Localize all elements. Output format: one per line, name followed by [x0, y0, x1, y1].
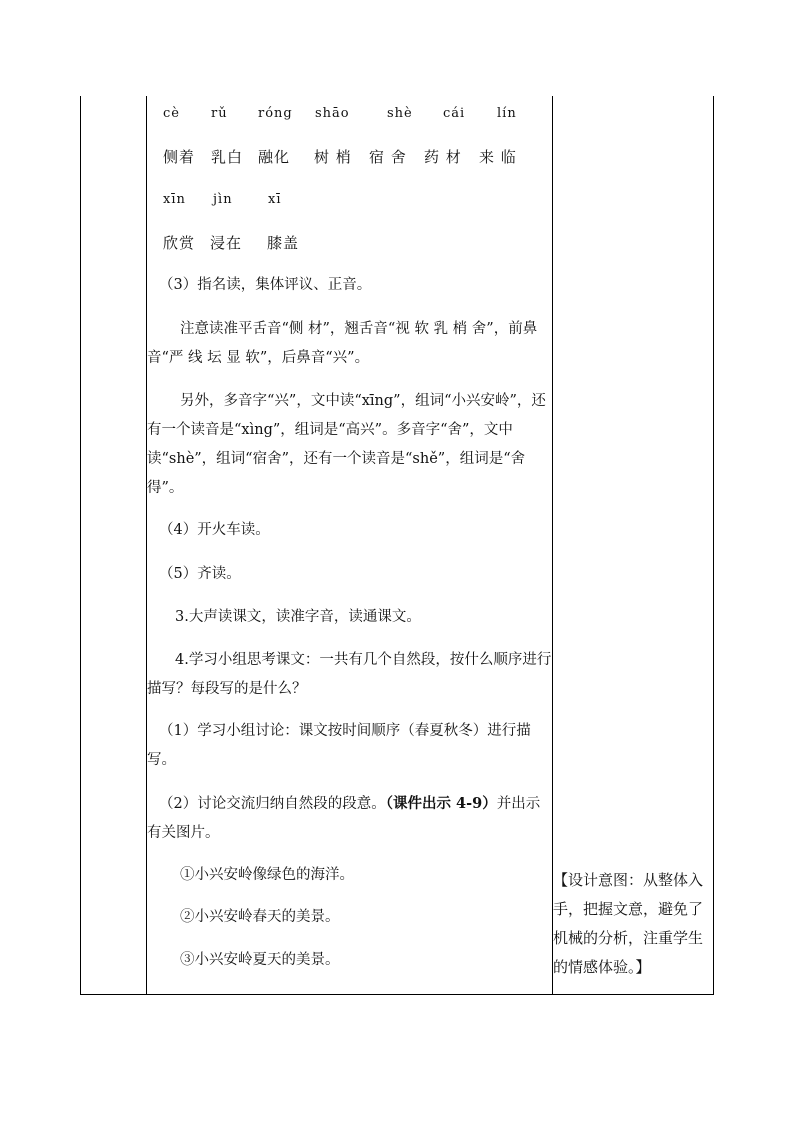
courseware-label: （课件出示 4-9）: [385, 795, 497, 812]
pinyin-row-2: [147, 192, 552, 214]
words-row-2: [147, 232, 552, 254]
word: 宿 舍: [369, 148, 407, 166]
word: 侧着: [163, 148, 196, 166]
word: 欣赏: [163, 234, 196, 252]
pinyin-row-1: [147, 106, 552, 128]
pinyin: cái: [443, 106, 466, 121]
pinyin: lín: [497, 106, 517, 121]
pinyin: xī: [268, 192, 282, 207]
pinyin: shè: [387, 106, 413, 121]
pinyin: shāo: [315, 106, 350, 121]
table-border-left: [80, 96, 81, 995]
step-4-paragraph: （4）开火车读。: [159, 522, 270, 538]
pinyin: cè: [163, 106, 180, 121]
step-3-paragraph: （3）指名读，集体评议、正音。: [159, 277, 372, 293]
pinyin: jìn: [213, 192, 233, 207]
polyphone-note: 另外，多音字“兴”，文中读“xīng”，组词“小兴安岭”，还有一个读音是“xìng”，组词是“高兴”。多音字“舍”，文中读“shè”，组词“宿舍”，还有一个读音是“shě”，组词是“舍得”。: [147, 393, 546, 496]
word: 来 临: [479, 148, 517, 166]
summary-text-end: 并出示有关图片。: [147, 796, 541, 841]
table-border-right: [713, 96, 714, 995]
word: 膝盖: [267, 234, 300, 252]
summary-paragraph: [147, 789, 552, 848]
word: 浸在: [210, 234, 243, 252]
word: 树 梢: [314, 148, 352, 166]
paragraph-meaning-1: ①小兴安岭像绿色的海洋。: [180, 867, 354, 883]
paragraph-meaning-3: ③小兴安岭夏天的美景。: [180, 952, 340, 968]
item-3-paragraph: 3.大声读课文，读准字音，读通课文。: [175, 609, 421, 625]
pinyin: rǔ: [211, 106, 228, 121]
design-intent-cell: 【设计意图：从整体入手，把握文意，避免了机械的分析，注重学生的情感体验。】: [553, 871, 704, 976]
table-border-col2: [552, 96, 553, 995]
item-4-paragraph: 4.学习小组思考课文：一共有几个自然段，按什么顺序进行描写？每段写的是什么？: [147, 652, 552, 697]
paragraph-meaning-2: ②小兴安岭春天的美景。: [180, 909, 340, 925]
pinyin: róng: [258, 106, 293, 121]
summary-text: （2）讨论交流归纳自然段的段意。: [159, 796, 386, 812]
words-row-1: [147, 146, 552, 168]
word: 融化: [258, 148, 291, 166]
word: 药 材: [424, 148, 462, 166]
step-5-paragraph: （5）齐读。: [159, 566, 241, 582]
word: 乳白: [211, 148, 244, 166]
discussion-paragraph: （1）学习小组讨论：课文按时间顺序（春夏秋冬）进行描写。: [147, 723, 531, 768]
pronunciation-note: 注意读准平舌音“侧 材”，翘舌音“视 软 乳 梢 舍”，前鼻音“严 线 坛 显 软”，后鼻音“兴”。: [147, 321, 538, 366]
table-border-bottom: [80, 994, 714, 995]
pinyin: xīn: [163, 192, 186, 207]
